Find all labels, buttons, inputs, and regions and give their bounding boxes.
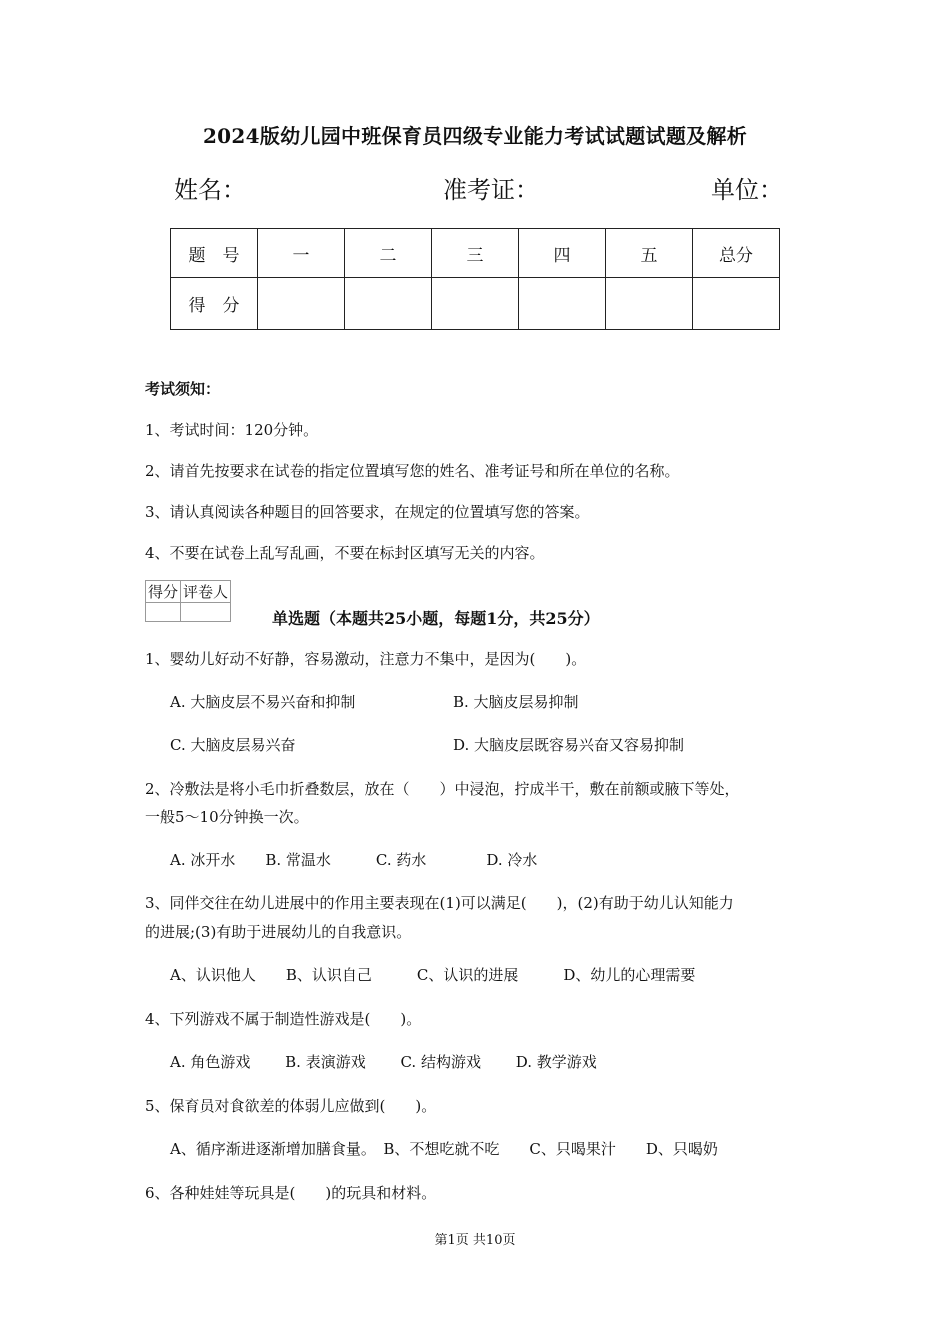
document-title: 2024版幼儿园中班保育员四级专业能力考试试题试题及解析 [202,124,748,148]
candidate-fields [0,170,950,204]
grader-reviewer-cell[interactable] [181,603,231,622]
score-row-label: 得 分 [171,278,258,330]
score-cell[interactable] [519,278,606,330]
score-header-cell: 题 号 [171,229,258,278]
name-field-label: 姓名： [174,176,246,204]
score-cell[interactable] [606,278,693,330]
question-2-line-2: 一般5～10分钟换一次。 [145,808,309,826]
score-header-cell: 三 [432,229,519,278]
score-cell[interactable] [258,278,345,330]
q1-option-b: B. 大脑皮层易抑制 [453,693,579,711]
score-table [170,228,780,330]
notice-item: 2、请首先按要求在试卷的指定位置填写您的姓名、准考证号和所在单位的名称。 [145,462,680,480]
score-cell[interactable] [693,278,780,330]
exam-id-field-label: 准考证： [443,176,539,204]
question-2-line-1: 2、冷敷法是将小毛巾折叠数层，放在（ ）中浸泡，拧成半干，敷在前额或腋下等处， [145,780,740,798]
q3-options: A、认识他人 B、认识自己 C、认识的进展 D、幼儿的心理需要 [170,966,696,984]
question-3-line-2: 的进展;(3)有助于进展幼儿的自我意识。 [145,923,412,941]
q1-option-d: D. 大脑皮层既容易兴奋又容易抑制 [453,736,685,754]
section-title: 单选题（本题共25小题，每题1分，共25分） [272,609,600,628]
score-header-cell: 总分 [693,229,780,278]
q1-option-a: A. 大脑皮层不易兴奋和抑制 [170,693,356,711]
score-header-cell: 二 [345,229,432,278]
question-1: 1、婴幼儿好动不好静，容易激动，注意力不集中，是因为( )。 [145,650,587,668]
question-4: 4、下列游戏不属于制造性游戏是( )。 [145,1010,422,1028]
score-cell[interactable] [432,278,519,330]
score-header-cell: 一 [258,229,345,278]
notice-item: 4、不要在试卷上乱写乱画，不要在标封区填写无关的内容。 [145,544,545,562]
grader-score-label: 得分 [146,581,181,603]
score-cell[interactable] [345,278,432,330]
grader-reviewer-label: 评卷人 [181,581,231,603]
q1-option-c: C. 大脑皮层易兴奋 [170,736,296,754]
q5-options: A、循序渐进逐渐增加膳食量。 B、不想吃就不吃 C、只喝果汁 D、只喝奶 [170,1140,718,1158]
grader-blank-row [146,603,231,622]
q4-options: A. 角色游戏 B. 表演游戏 C. 结构游戏 D. 教学游戏 [170,1053,597,1071]
question-3-line-1: 3、同伴交往在幼儿进展中的作用主要表现在(1)可以满足( )，(2)有助于幼儿认知能力 [145,894,734,912]
score-table-score-row [171,278,780,330]
score-table-header-row [171,229,780,278]
notice-item: 1、考试时间：120分钟。 [145,421,319,439]
q2-options: A. 冰开水 B. 常温水 C. 药水 D. 冷水 [170,851,538,869]
unit-field-label: 单位： [711,176,783,204]
score-header-cell: 五 [606,229,693,278]
question-6: 6、各种娃娃等玩具是( )的玩具和材料。 [145,1184,437,1202]
grader-header-row [146,581,231,603]
question-5: 5、保育员对食欲差的体弱儿应做到( )。 [145,1097,437,1115]
grader-box [145,580,231,622]
page-footer: 第1页 共10页 [434,1233,516,1248]
grader-score-cell[interactable] [146,603,181,622]
notice-item: 3、请认真阅读各种题目的回答要求，在规定的位置填写您的答案。 [145,503,590,521]
notice-heading: 考试须知： [145,380,221,398]
score-header-cell: 四 [519,229,606,278]
